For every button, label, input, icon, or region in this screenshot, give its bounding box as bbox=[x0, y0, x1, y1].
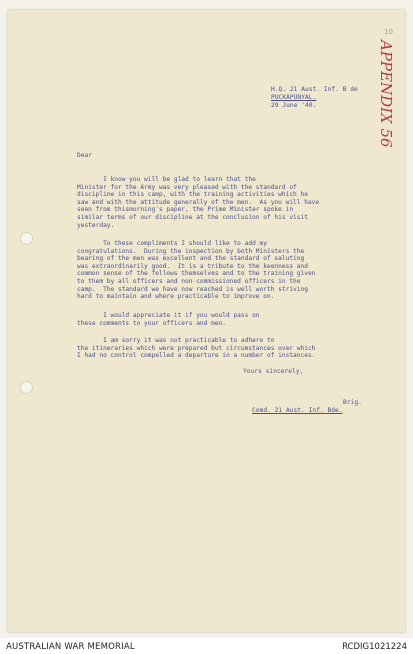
signature-rank: Brig. bbox=[343, 399, 362, 406]
footer-reference: RCDIG1021224 bbox=[342, 642, 407, 652]
header-place: PUCKAPUNYAL. bbox=[271, 94, 317, 101]
archive-footer bbox=[0, 638, 413, 654]
footer-institution: AUSTRALIAN WAR MEMORIAL bbox=[6, 642, 135, 652]
closing: Yours sincerely, bbox=[243, 368, 304, 375]
paragraph-2: To these compliments I should like to add my congratulations. During the inspection by both Ministers the bearing of the men was excellent and the standard of saluting was extraordinarily good. It is a tribute to the keenness and common sense of the fellows themselves and to the training given to them by all officers and non-commissioned officers in the camp. The standard we have now reached is well worth striving hard to maintain and where practicable to improve on. bbox=[77, 240, 316, 301]
salutation: Dear bbox=[77, 152, 93, 159]
punch-hole bbox=[20, 232, 33, 245]
paragraph-1: I know you will be glad to learn that the Minister for the Army was very pleased with the standard of discipline in this camp, with the training activities which he saw and with the attitude generally of the men. As you will have seen from thismorning's paper, the Prime Minister spoke in similar terms of our discipline at the conclusion of his visit yesterday. bbox=[77, 176, 320, 229]
header-hq: H.Q. 21 Aust. Inf. B de bbox=[271, 86, 358, 93]
corner-mark: 10 bbox=[384, 28, 393, 36]
paragraph-3: I would appreciate it if you would pass on these comments to your officers and men. bbox=[77, 312, 260, 327]
header-date: 29 June '40. bbox=[271, 102, 317, 109]
paragraph-4: I am sorry it was not practicable to adhere to the itineraries which were prepared but circumstances over which I had no control compelled a departure in a number of instances. bbox=[77, 337, 316, 360]
punch-hole bbox=[20, 381, 33, 394]
appendix-annotation: APPENDIX 56 bbox=[377, 40, 395, 148]
signature-title: Comd. 21 Aust. Inf. Bde. bbox=[252, 407, 343, 414]
